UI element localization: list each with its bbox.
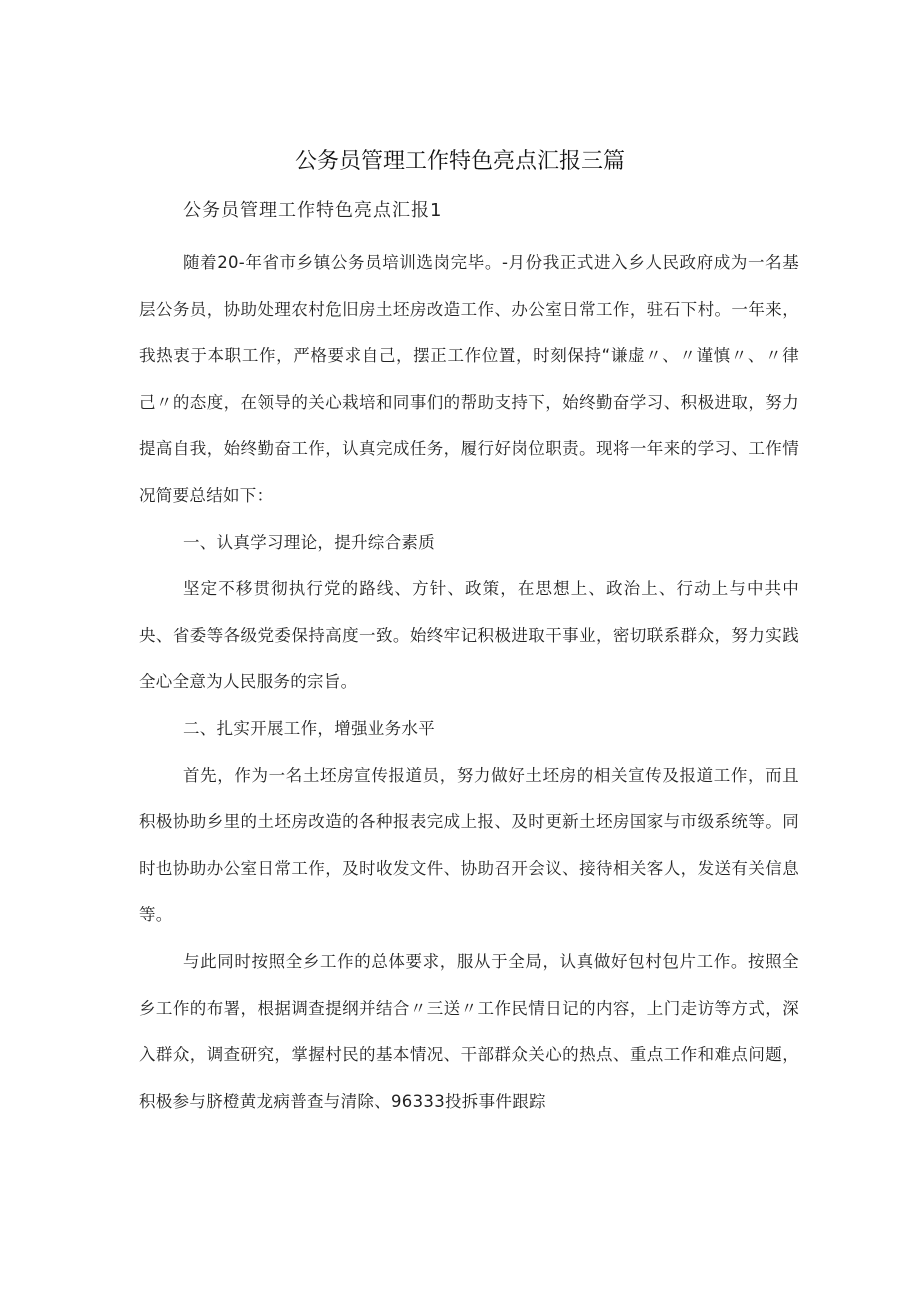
document-subtitle: 公务员管理工作特色亮点汇报1 <box>183 200 443 221</box>
paragraph: 与此同时按照全乡工作的总体要求，服从于全局，认真做好包村包片工作。按照全乡工作的布署，根据调查提纲并结合〃三送〃工作民情日记的内容，上门走访等方式，深入群众，调查研究，掌握村民的基本情况、干部群众关心的热点、重点工作和难点问题，积极参与脐橙黄龙病普查与清除、96333投拆事件跟踪 <box>139 951 799 1111</box>
document-title: 公务员管理工作特色亮点汇报三篇 <box>294 149 625 174</box>
document-body <box>139 240 799 1125</box>
paragraph: 随着20-年省市乡镇公务员培训选岗完毕。-月份我正式进入乡人民政府成为一名基层公务员，协助处理农村危旧房土坯房改造工作、办公室日常工作，驻石下村。一年来，我热衷于本职工作，严格要求自己，摆正工作位置，时刻保持“谦虚〃、〃谨慎〃、〃律己〃的态度，在领导的关心栽培和同事们的帮助支持下，始终勤奋学习、积极进取，努力提高自我，始终勤奋工作，认真完成任务，履行好岗位职责。现将一年来的学习、工作情况简要总结如下： <box>139 253 799 505</box>
paragraph: 坚定不移贯彻执行党的路线、方针、政策，在思想上、政治上、行动上与中共中央、省委等各级党委保持高度一致。始终牢记积极进取干事业，密切联系群众，努力实践全心全意为人民服务的宗旨。 <box>139 579 799 692</box>
section-heading: 一、认真学习理论，提升综合素质 <box>183 532 435 552</box>
paragraph: 首先，作为一名土坯房宣传报道员，努力做好土坯房的相关宣传及报道工作，而且积极协助乡里的土坯房改造的各种报表完成上报、及时更新土坯房国家与市级系统等。同时也协助办公室日常工作，及时收发文件、协助召开会议、接待相关客人，发送有关信息等。 <box>139 765 799 925</box>
section-heading: 二、扎实开展工作，增强业务水平 <box>183 718 435 738</box>
